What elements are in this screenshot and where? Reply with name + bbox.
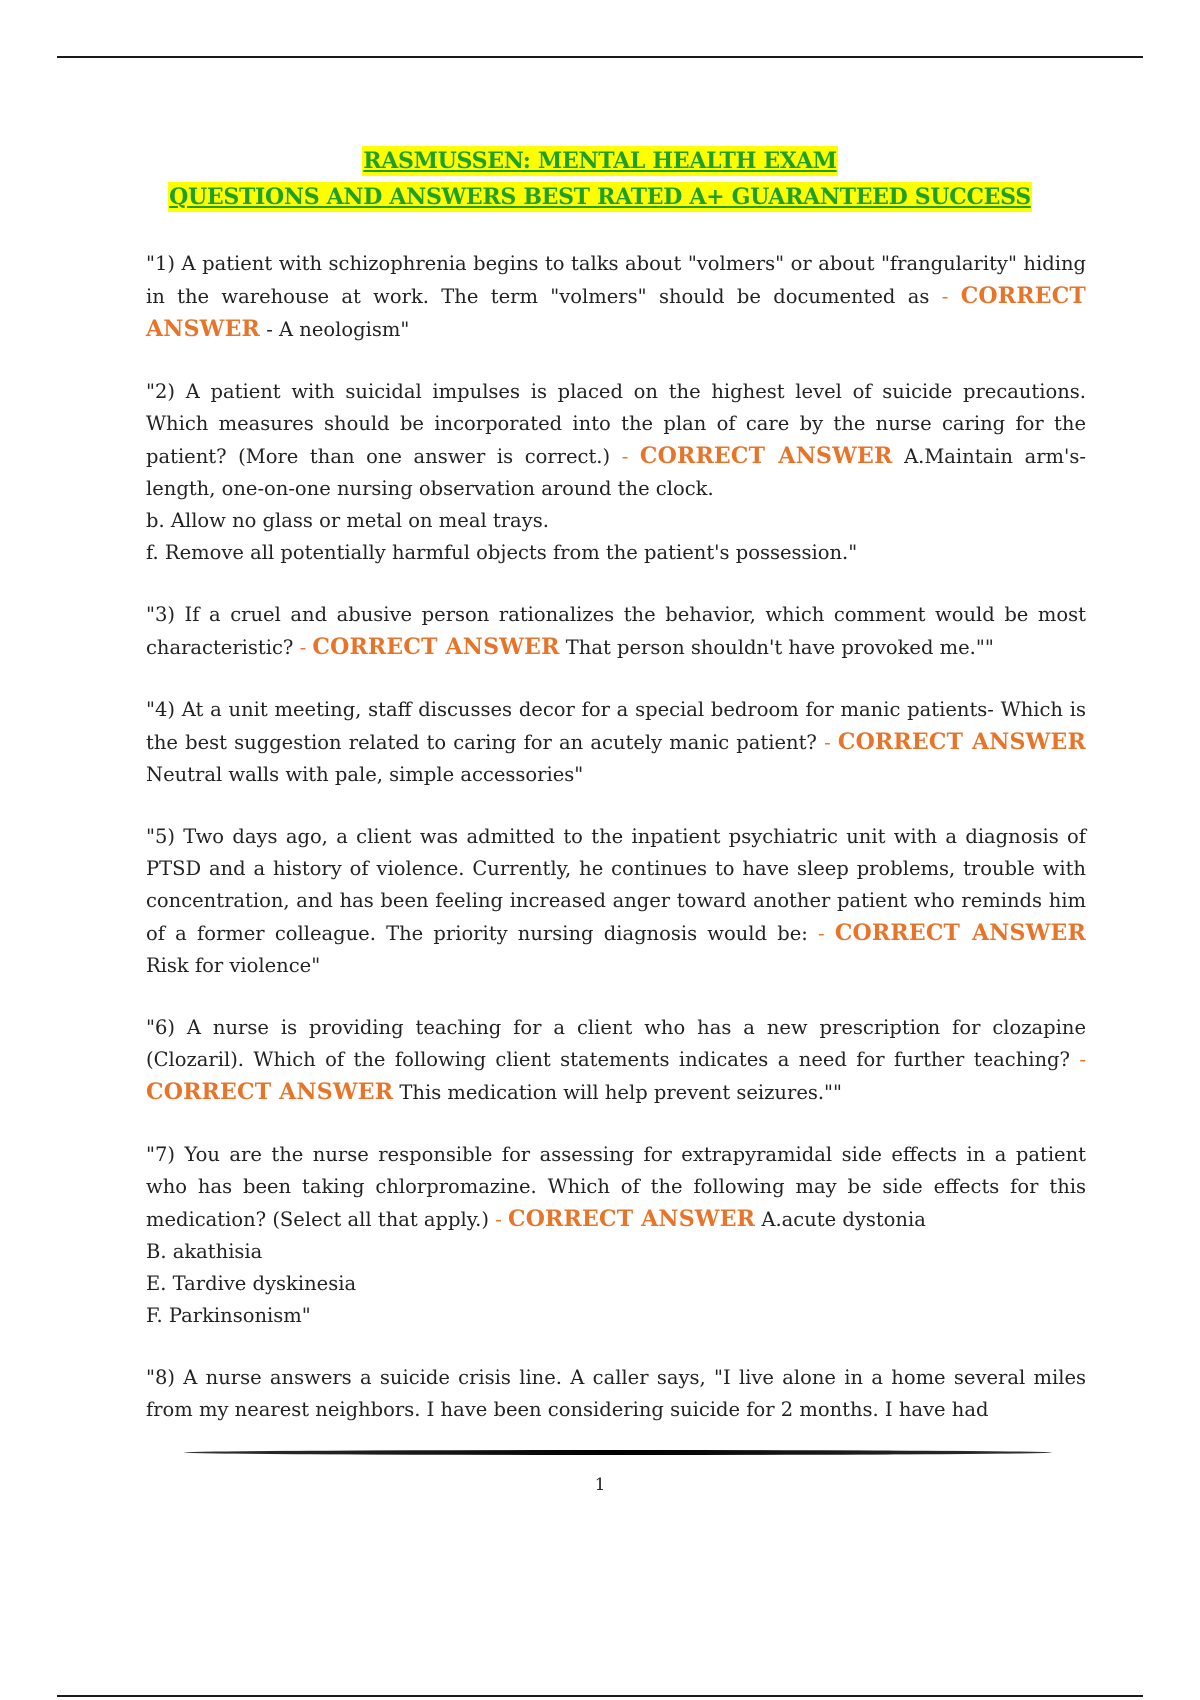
question-text: "7) You are the nurse responsible for assessing for extrapyramidal side effects in a patient who has been taking chlorpromazine. Which of the following may be side effects for this medication? (Select all that apply.) <box>146 1143 1086 1231</box>
bottom-divider <box>57 1695 1143 1697</box>
question-text: "6) A nurse is providing teaching for a client who has a new prescription for clozapine (Clozaril). Which of the following client statements indicates a need for further teaching? <box>146 1016 1086 1071</box>
page-number: 1 <box>594 1475 606 1495</box>
question-text: "2) A patient with suicidal impulses is placed on the highest level of suicide precautions. Which measures should be incorporated into the plan of care by the nurse caring for the patient? (More than one answer is correct.) <box>146 380 1086 468</box>
answer-text: A.Maintain arm's-length, one-on-one nursing observation around the clock. <box>146 445 1086 500</box>
question-7: "7) You are the nurse responsible for assessing for extrapyramidal side effects in a patient who has been taking chlorpromazine. Which of the following may be side effects for this medication? (Select all that apply.) - CORRECT ANSWER A.acute dystonia B. akathisia E. Tardive dyskinesia F. Parkinsonism" <box>146 1139 1086 1332</box>
question-text: "8) A nurse answers a suicide crisis line. A caller says, "I live alone in a home several miles from my nearest neighbors. I have been considering suicide for 2 months. I have had <box>146 1366 1086 1421</box>
answer-option: b. Allow no glass or metal on meal trays. <box>146 509 549 532</box>
title-line-2: QUESTIONS AND ANSWERS BEST RATED A+ GUARANTEED SUCCESS <box>169 184 1031 210</box>
correct-answer-label: CORRECT ANSWER <box>837 729 1087 755</box>
correct-answer-label: CORRECT ANSWER <box>507 1206 756 1232</box>
answer-option: E. Tardive dyskinesia <box>146 1272 357 1295</box>
question-text: "4) At a unit meeting, staff discusses decor for a special bedroom for manic patients- Which is the best suggestion related to caring for an acutely manic patient? <box>146 698 1086 754</box>
answer-text: Risk for violence" <box>146 954 321 977</box>
question-4: "4) At a unit meeting, staff discusses decor for a special bedroom for manic patients- Which is the best suggestion related to caring for an acutely manic patient? - CORRECT ANSWER Neutral walls with pale, simple accessories" <box>146 698 1087 786</box>
answer-option: B. akathisia <box>146 1240 263 1263</box>
answer-text: That person shouldn't have provoked me."" <box>565 636 994 659</box>
question-text: "1) A patient with schizophrenia begins to talks about "volmers" or about "frangularity" hiding in the warehouse at work. The term "volmers" should be documented as <box>146 252 1086 308</box>
correct-answer-label: CORRECT ANSWER <box>146 283 1087 342</box>
title-line-1: RASMUSSEN: MENTAL HEALTH EXAM <box>363 148 837 174</box>
question-1: "1) A patient with schizophrenia begins to talks about "volmers" or about "frangularity" hiding in the warehouse at work. The term "volmers" should be documented as - CORRECT ANSWER - A neologism" <box>146 252 1087 342</box>
answer-text: Neutral walls with pale, simple accessories" <box>146 763 584 786</box>
footer-divider <box>184 1450 1052 1455</box>
answer-option: f. Remove all potentially harmful objects from the patient's possession." <box>146 541 858 564</box>
question-5: "5) Two days ago, a client was admitted to the inpatient psychiatric unit with a diagnosis of PTSD and a history of violence. Currently, he continues to have sleep problems, trouble with concentration, and has been feeling increased anger toward another patient who reminds him of a former colleague. The priority nursing diagnosis would be: - CORRECT ANSWER Risk for violence" <box>146 825 1086 977</box>
answer-option: F. Parkinsonism" <box>146 1304 311 1327</box>
correct-answer-label: CORRECT ANSWER <box>834 920 1086 946</box>
question-text: "3) If a cruel and abusive person rationalizes the behavior, which comment would be most characteristic? <box>146 603 1086 659</box>
document-title <box>0 146 1200 218</box>
question-3: "3) If a cruel and abusive person rationalizes the behavior, which comment would be most characteristic? - CORRECT ANSWER That person shouldn't have provoked me."" <box>146 603 1086 660</box>
top-divider <box>57 56 1143 58</box>
correct-answer-label: CORRECT ANSWER <box>639 443 893 469</box>
question-8 <box>146 1362 1086 1426</box>
answer-text: A.acute dystonia <box>761 1208 926 1231</box>
answer-text: This medication will help prevent seizures."" <box>399 1081 842 1104</box>
question-6: "6) A nurse is providing teaching for a client who has a new prescription for clozapine (Clozaril). Which of the following client statements indicates a need for further teaching? - CORRECT ANSWER This medication will help prevent seizures."" <box>146 1016 1086 1105</box>
question-text: "5) Two days ago, a client was admitted to the inpatient psychiatric unit with a diagnosis of PTSD and a history of violence. Currently, he continues to have sleep problems, trouble with concentration, and has been feeling increased anger toward another patient who reminds him of a former colleague. The priority nursing diagnosis would be: <box>146 825 1086 945</box>
answer-text: - A neologism" <box>266 318 410 341</box>
correct-answer-label: CORRECT ANSWER <box>312 634 560 660</box>
questions-list <box>146 248 1086 1456</box>
correct-answer-label: CORRECT ANSWER <box>146 1079 394 1105</box>
question-2: "2) A patient with suicidal impulses is placed on the highest level of suicide precautions. Which measures should be incorporated into the plan of care by the nurse caring for the patient? (More than one answer is correct.) - CORRECT ANSWER A.Maintain arm's-length, one-on-one nursing observation around the clock. b. Allow no glass or metal on meal trays. f. Remove all potentially harmful objects from the patient's possession." <box>146 376 1086 569</box>
